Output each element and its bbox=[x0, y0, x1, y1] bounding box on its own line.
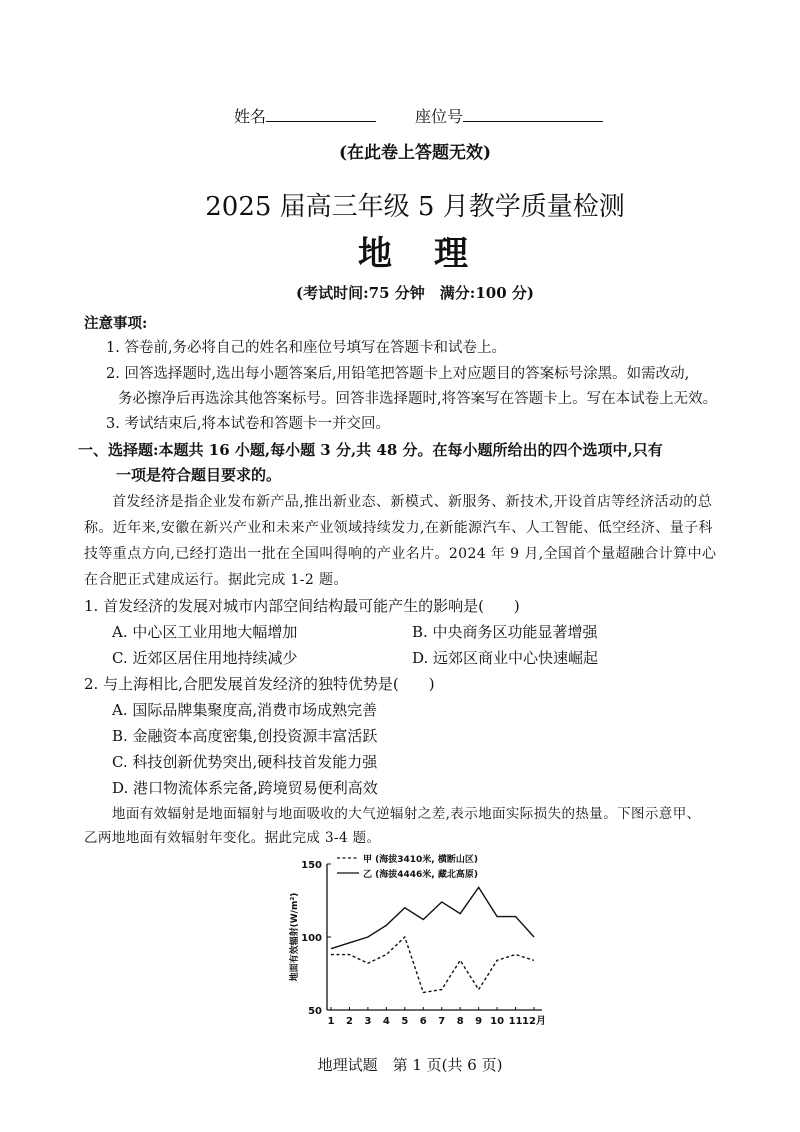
seat-label: 座位号 bbox=[415, 107, 464, 126]
y-axis-label: 地面有效辐射(W/m²) bbox=[290, 892, 300, 982]
note-item: 1. 答卷前,务必将自己的姓名和座位号填写在答题卡和试卷上。 bbox=[106, 340, 507, 356]
note-item: 3. 考试结束后,将本试卷和答题卡一并交回。 bbox=[106, 416, 391, 432]
material-paragraph: 在合肥正式建成运行。据此完成 1-2 题。 bbox=[84, 572, 348, 588]
page-footer: 地理试题 第 1 页(共 6 页) bbox=[317, 1056, 503, 1074]
invalid-note: (在此卷上答题无效) bbox=[338, 143, 492, 163]
material-paragraph: 技等重点方向,已经打造出一批在全国叫得响的产业名片。2024 年 9 月,全国首个量超融合计算中心 bbox=[84, 546, 717, 562]
question-1-option-c: C. 近郊区居住用地持续减少 bbox=[112, 649, 298, 667]
x-tick-label: 6 bbox=[419, 1016, 427, 1027]
material-paragraph: 称。近年来,安徽在新兴产业和未来产业领域持续发力,在新能源汽车、人工智能、低空经济、量子科 bbox=[84, 520, 713, 536]
question-2-option-b: B. 金融资本高度密集,创投资源丰富活跃 bbox=[112, 727, 378, 745]
material-paragraph-2: 地面有效辐射是地面辐射与地面吸收的大气逆辐射之差,表示地面实际损失的热量。下图示意甲、 bbox=[112, 806, 701, 822]
x-tick-label: 3 bbox=[364, 1016, 372, 1027]
question-1-stem: 1. 首发经济的发展对城市内部空间结构最可能产生的影响是( ) bbox=[84, 597, 520, 615]
x-tick-label: 9 bbox=[475, 1016, 483, 1027]
legend-label: 甲 (海拔3410米, 横断山区) bbox=[363, 855, 478, 865]
exam-time-info: (考试时间:75 分钟 满分:100 分) bbox=[296, 284, 534, 302]
question-2-option-a: A. 国际品牌集聚度高,消费市场成熟完善 bbox=[112, 701, 378, 719]
y-tick-label: 100 bbox=[301, 933, 322, 944]
seat-blank bbox=[463, 107, 603, 122]
x-tick-label: 5 bbox=[401, 1016, 409, 1027]
exam-title: 2025 届高三年级 5 月教学质量检测 bbox=[205, 192, 625, 222]
series-line-甲 bbox=[331, 937, 534, 992]
x-tick-label: 10 bbox=[490, 1016, 505, 1027]
x-tick-label: 11 bbox=[508, 1016, 523, 1027]
name-label: 姓名 bbox=[234, 107, 267, 126]
seat-field bbox=[415, 104, 603, 127]
question-2-option-d: D. 港口物流体系完备,跨境贸易便利高效 bbox=[112, 779, 378, 797]
series-line-乙 bbox=[331, 887, 534, 948]
note-item: 务必擦净后再选涂其他答案标号。回答非选择题时,将答案写在答题卡上。写在本试卷上无效。 bbox=[118, 391, 718, 407]
name-blank bbox=[266, 107, 376, 122]
y-tick-label: 50 bbox=[308, 1006, 322, 1017]
name-field bbox=[234, 104, 376, 127]
effective-radiation-chart bbox=[270, 848, 570, 1038]
x-tick-label: 8 bbox=[456, 1016, 464, 1027]
question-1-option-d: D. 远郊区商业中心快速崛起 bbox=[412, 649, 599, 667]
question-2-stem: 2. 与上海相比,合肥发展首发经济的独特优势是( ) bbox=[84, 675, 435, 693]
x-tick-label: 4 bbox=[382, 1016, 390, 1027]
x-tick-label: 2 bbox=[345, 1016, 353, 1027]
question-2-option-c: C. 科技创新优势突出,硬科技首发能力强 bbox=[112, 753, 378, 771]
note-item: 2. 回答选择题时,选出每小题答案后,用铅笔把答题卡上对应题目的答案标号涂黑。如需改动, bbox=[106, 366, 690, 382]
section-heading: 一、选择题:本题共 16 小题,每小题 3 分,共 48 分。在每小题所给出的四个选项中,只有 bbox=[78, 441, 663, 459]
x-tick-label: 1 bbox=[327, 1016, 335, 1027]
material-paragraph: 首发经济是指企业发布新产品,推出新业态、新模式、新服务、新技术,开设首店等经济活动的总 bbox=[112, 494, 713, 510]
x-tick-label: 12月 bbox=[522, 1016, 546, 1027]
question-1-option-b: B. 中央商务区功能显著增强 bbox=[412, 623, 598, 641]
y-tick-label: 150 bbox=[301, 860, 322, 871]
x-tick-label: 7 bbox=[438, 1016, 446, 1027]
legend-label: 乙 (海拔4446米, 藏北高原) bbox=[363, 870, 478, 880]
material-paragraph-2: 乙两地地面有效辐射年变化。据此完成 3-4 题。 bbox=[84, 830, 381, 846]
notes-heading: 注意事项: bbox=[84, 315, 148, 332]
section-heading-cont: 一项是符合题目要求的。 bbox=[116, 466, 282, 484]
subject-title: 地 理 bbox=[358, 234, 472, 274]
question-1-option-a: A. 中心区工业用地大幅增加 bbox=[112, 623, 298, 641]
